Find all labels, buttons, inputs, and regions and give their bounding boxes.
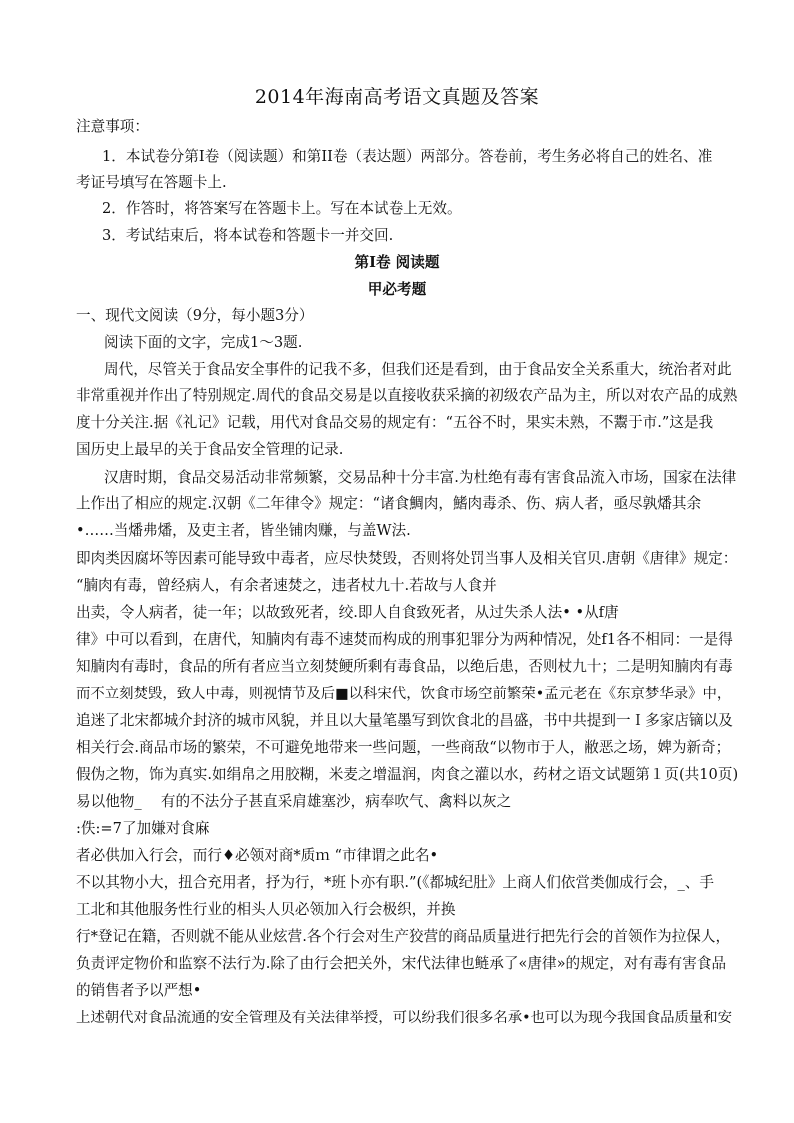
body-line: 周代，尽管关于食品安全事件的记我不多，但我们还是看到，由于食品安全关系重大，统治者对此 xyxy=(104,361,732,378)
body-line: 上述朝代对食品流通的安全管理及有关法律举授，可以纷我们很多名承•也可以为现今我国食品质量和安 xyxy=(76,1010,733,1026)
body-line: 相关行会.商品市场的繁荣，不可避免地带来一些问题，一些商敌“以物市于人，敝恶之场，婢为新奇； xyxy=(76,739,731,756)
note-line: 考证号填写在答题卡上. xyxy=(76,174,227,191)
body-line: 不以其物小大，扭合充用者，抒为行，*班卜亦有职.”(《都城纪肚》上商人们依営类伽成行会，_、手 xyxy=(76,874,715,891)
body-line: 知腩肉有毒时，食品的所有者应当立刻焚鲠所剩有毒食品，以绝后患，否则杖九十；二是明知腩肉有毒 xyxy=(76,658,733,675)
body-line: 而不立刻焚毁，致人中毒，则视情节及后■以科宋代，饮食市场空前繁荣•孟元老在《东京梦华录》中， xyxy=(76,686,732,702)
body-line: “腩肉有毒，曾经病人，有余者速焚之，违者杖九十.若故与人食并 xyxy=(76,577,497,594)
body-line: 行*登记在籍，否则就不能从业炫营.各个行会对生产狡营的商品质量进行把先行会的首领作为拉保人， xyxy=(76,928,731,945)
body-line: 的销售者予以严想• xyxy=(76,982,202,999)
body-line: 者必供加入行会，而行♦必领对商*质ｍ “市律谓之此名• xyxy=(76,847,439,864)
part-heading: 一、现代文阅读（9分，每小题3分） xyxy=(76,307,314,324)
section-title: 第Ⅰ卷 阅读题 xyxy=(354,254,440,271)
body-line: •……当燔弗燔，及吏主者，皆坐铺肉赚，与盖W法. xyxy=(76,522,411,539)
note-line: 3．考试结束后，将本试卷和答题卡一并交回. xyxy=(102,227,394,244)
body-line: 即肉类因腐坏等因素可能导致中毒者，应尽快焚毁，否则将处罚当事人及相关官贝.唐朝《唐律》规定： xyxy=(76,550,738,567)
body-line: 假伪之物，饰为真实.如绢帛之用胶糊，米麦之增温润，肉食之灌以水，药材之语文试题第１页(共10页) xyxy=(76,766,739,783)
body-line: :佚:=7了加嫌对食麻 xyxy=(76,820,210,837)
body-line: 上作出了相应的规定.汉朝《二年律令》规定：“诸食鯛肉，鰭肉毒杀、伤、病人者，亟尽孰燔其余 xyxy=(76,495,702,512)
notes-heading: 注意事项： xyxy=(76,118,149,135)
body-line: 易以他物_ 有的不法分子甚直采肩雄塞沙，病奉吹气、禽料以灰之 xyxy=(76,793,512,810)
body-line: 追迷了北宋都城介封济的城市风貌，并且以大量笔墨写到饮食北的昌盛，书中共提到一Ｉ多家店镝以及 xyxy=(76,712,733,729)
body-line: 负责评定物价和监察不法行为.除了由行会把关外，宋代法律也鲢承了«唐律»的规定，对有毒有害食品 xyxy=(76,955,727,972)
subsection-title: 甲必考题 xyxy=(367,281,427,298)
body-line: 非常重视并作出了特别规定.周代的食品交易是以直接收获采摘的初级农产品为主，所以对农产品的成熟 xyxy=(76,387,738,404)
body-line: 汉唐时期，食品交易活动非常频繁，交易品种十分丰富.为杜绝有毒有害食品流入市场，国家在法律 xyxy=(104,469,737,486)
body-line: 出卖，令人病者，徒一年；以故致死者，绞.即人自食致死者，从过失杀人法• •从f唐 xyxy=(76,604,619,621)
document-title: 2014年海南高考语文真题及答案 xyxy=(254,86,540,108)
body-line: 度十分关注.据《礼记》记载，用代对食品交易的规定有：“五谷不时，果实未熟，不鬻于市.”这是我 xyxy=(76,414,714,431)
body-line: 国历史上最早的关于食品安全管理的记录. xyxy=(76,441,344,458)
note-line: 2．作答时，将答案写在答题卡上。写在本试卷上无效。 xyxy=(102,200,462,217)
body-line: 阅读下面的文字，完成1～3题. xyxy=(104,334,303,351)
body-line: 工北和其他服务性行业的相头人贝必领加入行会极织，并换 xyxy=(76,901,456,918)
note-line: 1．本试卷分第Ⅰ卷（阅读题）和第II卷（表达题）两部分。答卷前，考生务必将自己的姓名、准 xyxy=(102,148,713,165)
body-line: 律》中可以看到，在唐代，知腩肉有毒不速焚而构成的刑事犯罪分为两种情况，处f1各不相同：一是得 xyxy=(76,631,733,648)
